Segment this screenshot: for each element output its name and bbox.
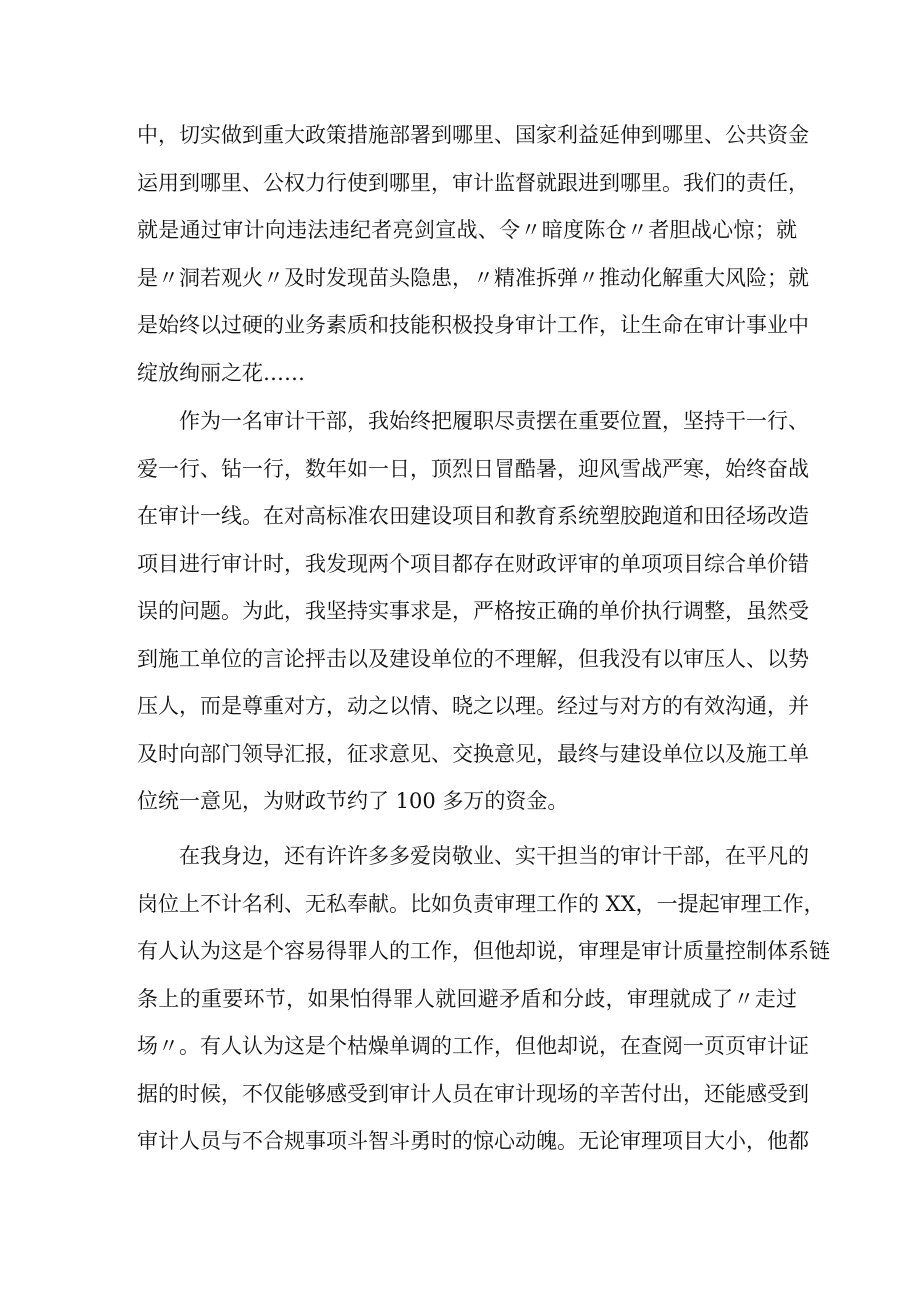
text-line: 审计人员与不合规事项斗智斗勇时的惊心动魄。无论审理项目大小，他都 xyxy=(137,1129,809,1153)
text-line: 爱一行、钻一行，数年如一日，顶烈日冒酷暑，迎风雪战严寒，始终奋战 xyxy=(137,456,809,481)
text-line: 在我身边，还有许许多多爱岗敬业、实干担当的审计干部，在平凡的 xyxy=(137,844,809,868)
text-line: 据的时候，不仅能够感受到审计人员在审计现场的辛苦付出，还能感受到 xyxy=(137,1081,809,1106)
text-line: 压人，而是尊重对方，动之以情、晓之以理。经过与对方的有效沟通，并 xyxy=(137,694,809,718)
text-line: 到施工单位的言论抨击以及建设单位的不理解，但我没有以审压人、以势 xyxy=(137,646,809,671)
text-line: 运用到哪里、公权力行使到哪里，审计监督就跟进到哪里。我们的责任， xyxy=(137,170,809,195)
text-line: 条上的重要环节，如果怕得罪人就回避矛盾和分歧，审理就成了〃走过 xyxy=(137,986,797,1011)
paragraph-3 xyxy=(137,833,830,1166)
text-line: 项目进行审计时，我发现两个项目都存在财政评审的单项项目综合单价错 xyxy=(137,551,809,576)
text-line: 绽放绚丽之花…… xyxy=(137,360,305,385)
text-line: 在审计一线。在对高标准农田建设项目和教育系统塑胶跑道和田径场改造 xyxy=(137,504,809,528)
text-line: 是始终以过硬的业务素质和技能积极投身审计工作，让生命在审计事业中 xyxy=(137,313,809,337)
text-line: 场〃。有人认为这是个枯燥单调的工作，但他却说，在查阅一页页审计证 xyxy=(137,1034,809,1058)
text-line: 有人认为这是个容易得罪人的工作，但他却说，审理是审计质量控制体系链 xyxy=(137,939,830,963)
paragraph-2 xyxy=(137,398,809,826)
text-line: 作为一名审计干部，我始终把履职尽责摆在重要位置，坚持干一行、 xyxy=(137,409,809,433)
text-line: 误的问题。为此，我坚持实事求是，严格按正确的单价执行调整，虽然受 xyxy=(137,599,809,623)
text-line: 是〃洞若观火〃及时发现苗头隐患，〃精准拆弹〃推动化解重大风险；就 xyxy=(137,265,809,290)
text-line: 岗位上不计名利、无私奉献。比如负责审理工作的 XX，一提起审理工作， xyxy=(137,891,825,916)
text-line: 位统一意见，为财政节约了 100 多万的资金。 xyxy=(137,789,569,813)
text-line: 中，切实做到重大政策措施部署到哪里、国家利益延伸到哪里、公共资金 xyxy=(137,123,809,147)
text-line: 就是通过审计向违法违纪者亮剑宣战、令〃暗度陈仓〃者胆战心惊；就 xyxy=(137,218,797,242)
text-line: 及时向部门领导汇报，征求意见、交换意见，最终与建设单位以及施工单 xyxy=(137,741,809,766)
paragraph-1 xyxy=(137,112,809,397)
